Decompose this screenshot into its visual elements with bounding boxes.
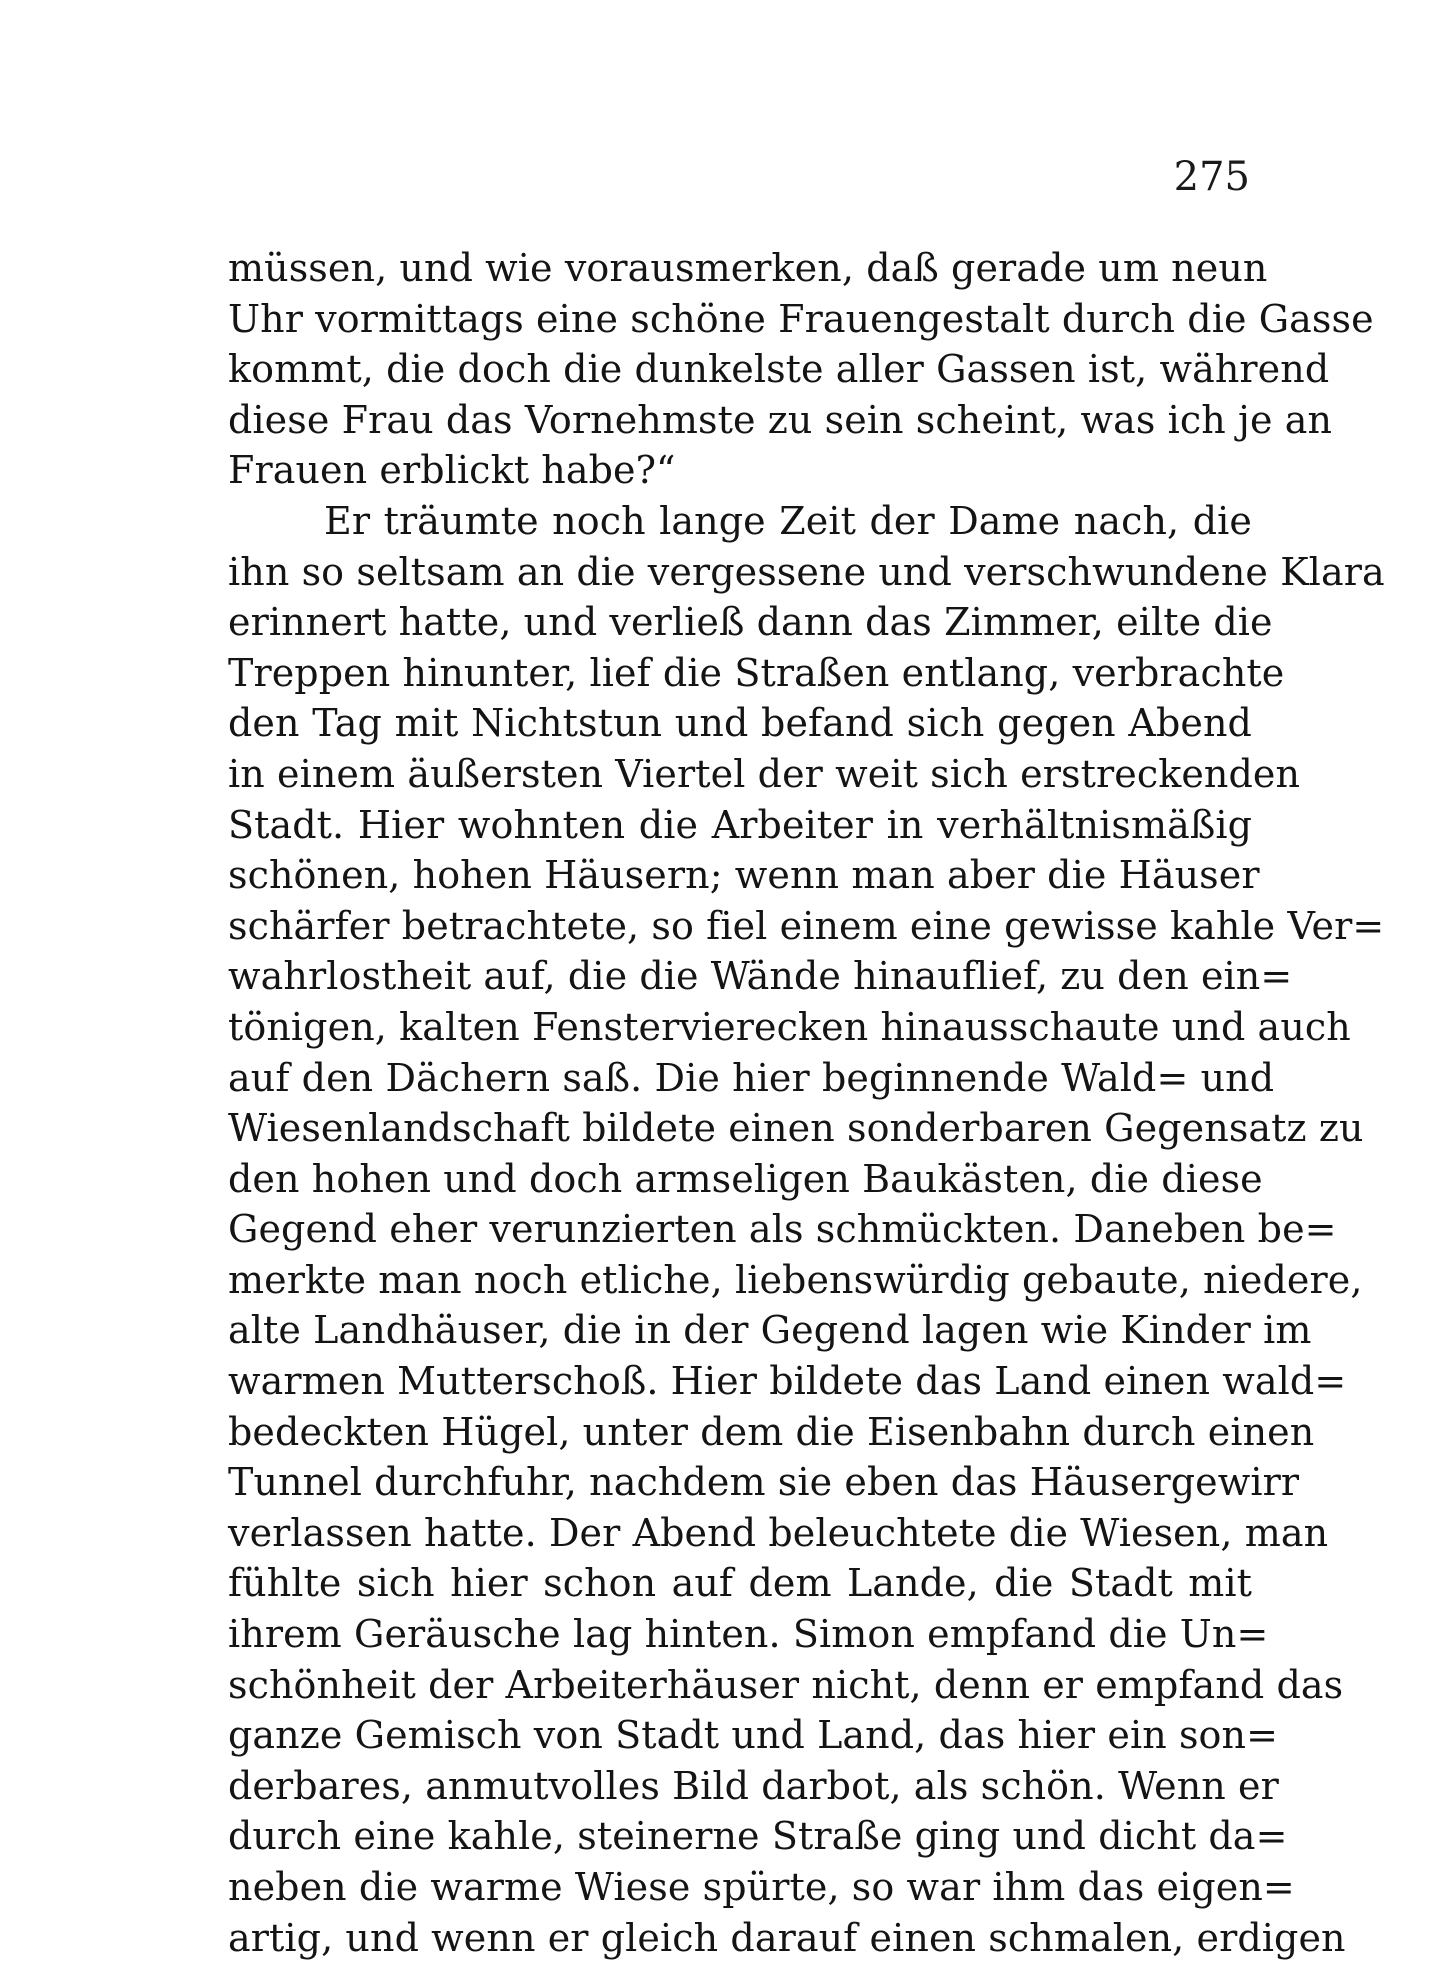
text-line: ihn so seltsam an die vergessene und verschwundene Klara (228, 549, 1385, 594)
text-line: wahrlostheit auf, die die Wände hinauflief, zu den ein= (228, 954, 1293, 999)
text-line: in einem äußersten Viertel der weit sich erstreckenden (228, 751, 1301, 796)
text-line: alte Landhäuser, die in der Gegend lagen wie Kinder im (228, 1308, 1312, 1353)
text-line: Frauen erblickt habe?“ (228, 448, 676, 493)
text-line: schönen, hohen Häusern; wenn man aber die Häuser (228, 853, 1260, 898)
text-line: erinnert hatte, und verließ dann das Zimmer, eilte die (228, 600, 1273, 645)
text-line: kommt, die doch die dunkelste aller Gassen ist, während (228, 347, 1330, 392)
page-number: 275 (1173, 154, 1250, 200)
text-line: Uhr vormittags eine schöne Frauengestalt durch die Gasse (228, 296, 1374, 341)
body-text (228, 243, 1385, 1963)
text-line: diese Frau das Vornehmste zu sein scheint, was ich je an (228, 397, 1333, 442)
text-line: Treppen hinunter, lief die Straßen entlang, verbrachte (228, 650, 1285, 695)
text-line: schönheit der Arbeiterhäuser nicht, denn er empfand das (228, 1662, 1344, 1707)
text-line: warmen Mutterschoß. Hier bildete das Land einen wald= (228, 1359, 1347, 1404)
text-line: neben die warme Wiese spürte, so war ihm das eigen= (228, 1865, 1295, 1909)
text-line: bedeckten Hügel, unter dem die Eisenbahn durch einen (228, 1409, 1315, 1454)
text-line: artig, und wenn er gleich darauf einen schmalen, erdigen (228, 1915, 1346, 1960)
text-line: fühlte sich hier schon auf dem Lande, die Stadt mit (228, 1561, 1252, 1606)
text-line: auf den Dächern saß. Die hier beginnende Wald= und (228, 1055, 1275, 1100)
text-line: Tunnel durchfuhr, nachdem sie eben das Häusergewirr (228, 1460, 1300, 1505)
text-line: schärfer betrachtete, so fiel einem eine gewisse kahle Ver= (228, 903, 1385, 948)
text-line: den Tag mit Nichtstun und befand sich gegen Abend (228, 701, 1252, 746)
text-line: Wiesenlandschaft bildete einen sonderbaren Gegensatz zu (228, 1106, 1364, 1151)
text-line: Stadt. Hier wohnten die Arbeiter in verhältnismäßig (228, 802, 1252, 847)
text-line: Gegend eher verunzierten als schmückten. Daneben be= (228, 1207, 1337, 1252)
text-line: derbares, anmutvolles Bild darbot, als schön. Wenn er (228, 1763, 1279, 1808)
text-line: ganze Gemisch von Stadt und Land, das hier ein son= (228, 1713, 1279, 1758)
text-line: verlassen hatte. Der Abend beleuchtete die Wiesen, man (228, 1510, 1329, 1555)
text-line: tönigen, kalten Fenstervierecken hinausschaute und auch (228, 1004, 1351, 1049)
text-line: merkte man noch etliche, liebenswürdig gebaute, niedere, (228, 1257, 1363, 1302)
text-line: den hohen und doch armseligen Baukästen, die diese (228, 1156, 1263, 1201)
text-line: müssen, und wie vorausmerken, daß gerade um neun (228, 246, 1268, 290)
text-line: ihrem Geräusche lag hinten. Simon empfand die Un= (228, 1612, 1269, 1657)
text-line: durch eine kahle, steinerne Straße ging und dicht da= (228, 1814, 1288, 1859)
paragraph-start-line: Er träumte noch lange Zeit der Dame nach, die (324, 498, 1252, 543)
